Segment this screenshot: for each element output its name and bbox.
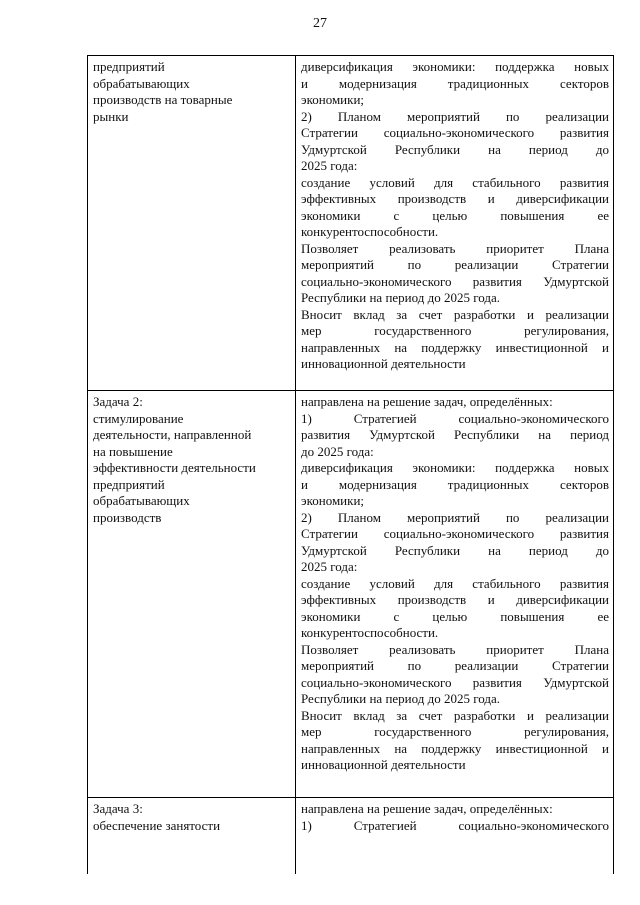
strategy-table <box>87 55 614 874</box>
description-text-line: социально-экономического развития Удмуртской <box>301 674 609 690</box>
task-text-line: деятельности, направленной <box>93 427 252 442</box>
description-text-line: создание условий для стабильного развития <box>301 575 609 591</box>
description-text-line: конкурентоспособности. <box>301 625 439 640</box>
description-text-line: 2) Планом мероприятий по реализации <box>301 509 609 525</box>
description-text-line: направленных на поддержку инвестиционной и <box>301 740 609 756</box>
description-text-line: экономики; <box>301 92 365 107</box>
description-text-line: и модернизация традиционных секторов <box>301 476 609 492</box>
description-text-line: мероприятий по реализации Стратегии <box>301 658 609 673</box>
description-text-line: Республики на период до 2025 года. <box>301 691 500 706</box>
task-cell <box>88 391 296 798</box>
description-text-line: до 2025 года: <box>301 443 374 459</box>
task-text-line: предприятий <box>93 476 165 492</box>
description-cell <box>296 391 614 798</box>
task-text-line: обрабатывающих <box>93 493 190 508</box>
description-text-line: экономики; <box>301 493 365 508</box>
description-text-line: 1) Стратегией социально-экономического <box>301 410 609 426</box>
task-text-line: эффективности деятельности <box>93 460 256 475</box>
description-text-line: инновационной деятельности <box>301 356 466 371</box>
table-row <box>88 56 614 391</box>
description-text-line: создание условий для стабильного развития <box>301 174 609 190</box>
description-text-line: Республики на период до 2025 года. <box>301 290 500 305</box>
description-text-line: направленных на поддержку инвестиционной и <box>301 339 609 355</box>
description-text-line: направлена на решение задач, определённых: <box>301 394 553 409</box>
description-text-line: 1) Стратегией социально-экономического <box>301 817 609 833</box>
task-text-line: стимулирование <box>93 410 184 426</box>
description-text-line: социально-экономического развития Удмуртской <box>301 273 609 289</box>
description-text-line: развития Удмуртской Республики на период <box>301 427 609 442</box>
description-text-line: конкурентоспособности. <box>301 224 439 239</box>
description-text-line: мер государственного регулирования, <box>301 724 609 739</box>
description-text-line: экономики с целью повышения ее <box>301 207 609 223</box>
description-text-line: направлена на решение задач, определённых: <box>301 801 553 816</box>
description-text-line: диверсификация экономики: поддержка новых <box>301 460 609 475</box>
task-text-line: производств на товарные <box>93 92 233 107</box>
task-text-line: на повышение <box>93 443 173 459</box>
description-text-line: Вносит вклад за счет разработки и реализации <box>301 306 609 322</box>
description-text-line: Позволяет реализовать приоритет Плана <box>301 641 609 657</box>
task-text-line: предприятий <box>93 59 165 74</box>
description-text-line: Стратегии социально-экономического развития <box>301 526 609 541</box>
description-text-line: 2) Планом мероприятий по реализации <box>301 108 609 124</box>
task-text-line: обеспечение занятости <box>93 817 221 833</box>
description-text-line: и модернизация традиционных секторов <box>301 75 609 91</box>
description-text-line: Стратегии социально-экономического развития <box>301 125 609 140</box>
page-number: 27 <box>313 16 327 31</box>
table-row <box>88 391 614 798</box>
description-cell <box>296 798 614 875</box>
description-text-line: мер государственного регулирования, <box>301 323 609 338</box>
description-text-line: экономики с целью повышения ее <box>301 608 609 624</box>
task-cell <box>88 798 296 875</box>
task-text-line: Задача 3: <box>93 801 143 816</box>
description-text-line: Удмуртской Республики на период до <box>301 141 609 157</box>
task-text-line: рынки <box>93 108 129 124</box>
description-text-line: диверсификация экономики: поддержка новых <box>301 59 609 74</box>
description-cell <box>296 56 614 391</box>
task-cell <box>88 56 296 391</box>
description-text-line: эффективных производств и диверсификации <box>301 191 609 206</box>
task-text-line: обрабатывающих <box>93 75 190 91</box>
description-text-line: мероприятий по реализации Стратегии <box>301 257 609 272</box>
description-text-line: инновационной деятельности <box>301 757 466 772</box>
description-text-line: 2025 года: <box>301 158 358 173</box>
task-text-line: производств <box>93 509 162 525</box>
description-text-line: Удмуртской Республики на период до <box>301 542 609 558</box>
description-text-line: Позволяет реализовать приоритет Плана <box>301 240 609 256</box>
description-text-line: Вносит вклад за счет разработки и реализации <box>301 707 609 723</box>
description-text-line: 2025 года: <box>301 559 358 574</box>
description-text-line: эффективных производств и диверсификации <box>301 592 609 607</box>
table-row <box>88 798 614 875</box>
task-text-line: Задача 2: <box>93 394 143 409</box>
